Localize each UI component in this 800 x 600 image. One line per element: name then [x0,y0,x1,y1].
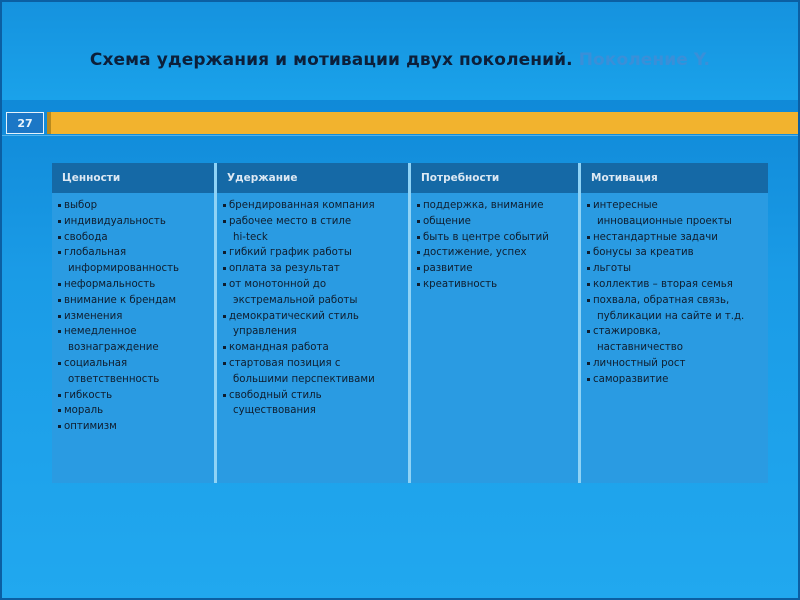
column-needs [411,193,578,483]
list-item-text: нестандартные задачи [593,231,718,243]
list-item [223,214,404,246]
list-item [223,309,404,341]
list-item [587,324,764,356]
list-item [223,261,404,277]
list-item [223,198,404,214]
list-item [417,277,574,293]
list-item-text: существования [233,405,316,417]
list-item [587,198,764,230]
list-item [587,230,764,246]
list-item [58,214,210,230]
list-item-text: личностный рост [593,357,686,369]
slide-title [0,50,800,70]
list-item-text: саморазвитие [593,373,669,385]
list-item-text: внимание к брендам [64,294,177,306]
list-item-text: неформальность [64,278,156,290]
list-item [587,245,764,261]
list-item [58,293,210,309]
list-item-text: демократический стиль [229,310,359,322]
list-item-text: быть в центре событий [423,231,549,243]
column-separator [578,163,581,483]
list-item-text: рабочее место в стиле [229,215,352,227]
header-motivation: Мотивация [581,163,768,193]
column-retention [217,193,408,483]
list-item-text: оплата за результат [229,263,340,275]
list-item [587,372,764,388]
list-item-text: выбор [64,200,98,211]
list-item-text: экстремальной работы [233,294,358,306]
column-values [52,193,214,483]
column-motivation [581,193,768,483]
list-item [223,340,404,356]
list-item [58,198,210,214]
needs-list [417,198,574,293]
list-item-text: наставничество [597,342,684,354]
list-item-text: hi-teck [233,231,268,243]
divider-line [0,135,800,136]
accent-bar-edge [47,112,51,134]
list-item-text: общение [423,215,471,227]
list-item-text: бонусы за креатив [593,247,694,259]
list-item [417,230,574,246]
header-retention: Удержание [217,163,408,193]
list-item-text: стажировка, [593,326,661,338]
header-values: Ценности [52,163,214,193]
list-item-text: мораль [64,405,104,417]
list-item-text: ответственность [68,373,160,385]
list-item [587,356,764,372]
accent-bar [47,112,799,134]
list-item [223,277,404,309]
list-item [58,245,210,277]
list-item-text: гибкий график работы [229,247,352,259]
title-main: Схема удержания и мотивации двух поколений. [89,50,573,70]
column-separator [214,163,217,483]
comparison-table [52,163,768,483]
list-item [587,277,764,293]
list-item-text: интересные [593,200,658,211]
list-item [587,293,764,325]
list-item-text: вознаграждение [68,342,159,354]
list-item-text: глобальная [64,247,127,259]
motivation-list [587,198,764,388]
list-item-text: публикации на сайте и т.д. [597,310,745,322]
list-item [587,261,764,277]
list-item [417,261,574,277]
list-item [58,403,210,419]
list-item-text: от монотонной до [229,278,327,290]
list-item [58,388,210,404]
list-item [417,245,574,261]
list-item [58,419,210,435]
list-item-text: брендированная компания [229,200,375,211]
list-item [223,245,404,261]
header-needs: Потребности [411,163,578,193]
list-item [58,277,210,293]
list-item-text: немедленное [64,326,137,338]
list-item-text: достижение, успех [423,247,527,259]
list-item-text: индивидуальность [64,215,166,227]
list-item [58,309,210,325]
list-item-text: поддержка, внимание [423,200,544,211]
list-item-text: развитие [423,263,473,275]
list-item-text: стартовая позиция с [229,357,341,369]
list-item [417,198,574,214]
list-item-text: креативность [423,278,498,290]
list-item-text: гибкость [64,389,113,401]
list-item [58,324,210,356]
list-item-text: социальная [64,357,128,369]
values-list [58,198,210,435]
list-item-text: инновационные проекты [597,215,732,227]
list-item-text: большими перспективами [233,373,375,385]
list-item [417,214,574,230]
list-item-text: коллектив – вторая семья [593,278,733,290]
list-item [223,356,404,388]
slide-number: 27 [6,112,44,134]
list-item-text: информированность [68,263,180,275]
list-item-text: свобода [64,231,108,243]
list-item-text: изменения [64,310,123,322]
list-item-text: похвала, обратная связь, [593,294,730,306]
retention-list [223,198,404,419]
list-item-text: свободный стиль [229,389,322,401]
list-item-text: управления [233,326,297,338]
list-item [58,356,210,388]
list-item-text: командная работа [229,342,329,354]
title-highlight: Поколение Y. [578,50,711,70]
list-item [223,388,404,420]
list-item-text: оптимизм [64,421,117,433]
list-item [58,230,210,246]
list-item-text: льготы [593,263,632,275]
column-separator [408,163,411,483]
